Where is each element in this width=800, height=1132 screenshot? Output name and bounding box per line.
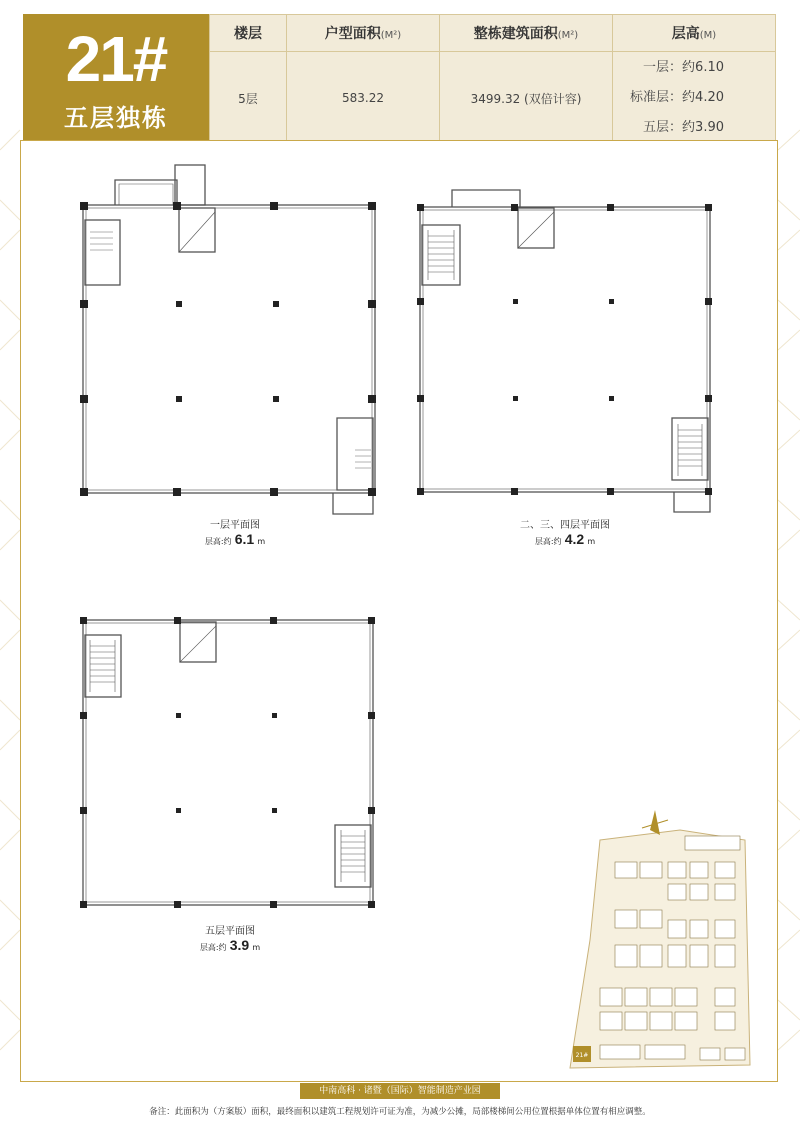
info-table — [209, 14, 776, 145]
floor5-height-prefix: 层高:约 — [199, 943, 227, 952]
floor1-height-value: 6.1 — [234, 531, 255, 547]
site-map-highlight-label: 21# — [575, 1052, 589, 1059]
building-badge — [23, 14, 209, 140]
header-height — [613, 15, 776, 52]
floor5-height — [175, 937, 285, 953]
floor234-height — [505, 531, 625, 547]
header-unit-area-unit: (M²) — [380, 30, 402, 41]
floor1-plan — [75, 160, 385, 520]
floor1-height-unit: m — [257, 537, 266, 546]
floor1-height-prefix: 层高:约 — [204, 537, 232, 546]
building-subtitle: 五层独栋 — [64, 104, 168, 132]
building-number: 21# — [65, 23, 167, 95]
header-total-area-label: 整栋建筑面积 — [473, 26, 558, 42]
header-floors: 楼层 — [210, 15, 287, 52]
header-height-unit: (M) — [699, 30, 717, 41]
value-floors: 5层 — [210, 52, 287, 145]
value-total-area: 3499.32 (双倍计容) — [440, 52, 613, 145]
floor5-caption — [175, 922, 285, 953]
floor5-height-unit: m — [252, 943, 261, 952]
project-name-bar: 中南高科 · 诸暨（国际）智能制造产业园 — [300, 1083, 500, 1099]
height-floor5: 五层：约3.90 — [643, 120, 724, 135]
floor1-height — [180, 531, 290, 547]
height-floor1: 一层：约6.10 — [643, 60, 724, 75]
header-unit-area-label: 户型面积 — [324, 26, 381, 42]
footer-note: 备注：此面积为（方案版）面积，最终面积以建筑工程规划许可证为准，为减少公摊，局部楼梯间公用位置根据单体位置有相应调整。 — [149, 1107, 651, 1117]
value-unit-area: 583.22 — [287, 52, 440, 145]
floor1-title: 一层平面图 — [210, 520, 260, 531]
value-heights — [613, 52, 776, 145]
floor234-title: 二、三、四层平面图 — [520, 520, 610, 531]
floor1-caption — [180, 516, 290, 547]
height-standard: 标准层：约4.20 — [630, 90, 724, 105]
floor234-caption — [505, 516, 625, 547]
header-unit-area — [287, 15, 440, 52]
site-map — [560, 800, 760, 1075]
header-height-label: 层高 — [671, 26, 700, 42]
compass-icon — [642, 810, 668, 835]
floor234-height-unit: m — [587, 537, 596, 546]
floor234-plan — [412, 180, 722, 520]
floor234-height-prefix: 层高:约 — [534, 537, 562, 546]
floor5-plan — [75, 610, 385, 920]
floor234-height-value: 4.2 — [564, 531, 585, 547]
floor5-height-value: 3.9 — [229, 937, 250, 953]
header-total-area-unit: (M²) — [557, 30, 579, 41]
header-total-area — [440, 15, 613, 52]
floor5-title: 五层平面图 — [205, 926, 255, 937]
